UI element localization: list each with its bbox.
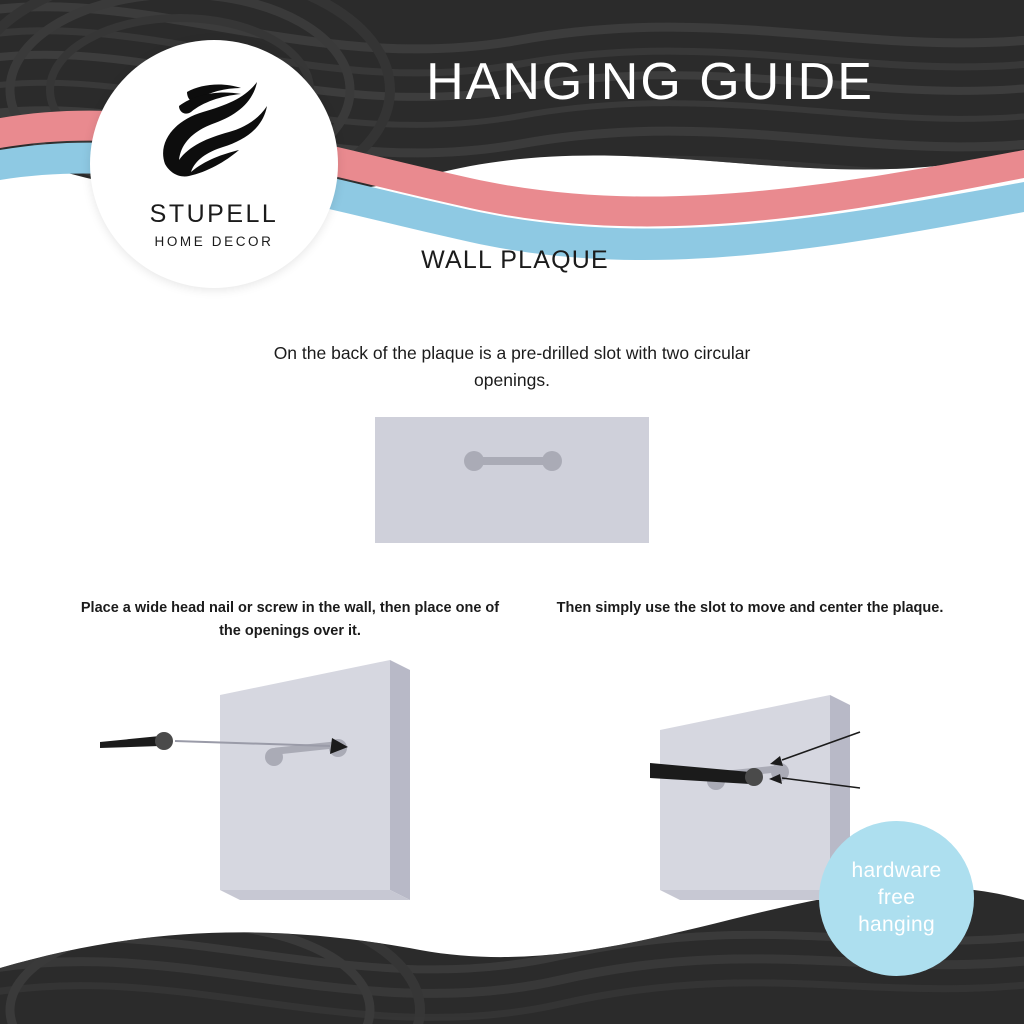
step-1-caption: Place a wide head nail or screw in the wall, then place one of the openings over it.: [80, 600, 500, 640]
plaque-with-nail-illustration: [80, 660, 460, 930]
page-title: HANGING GUIDE: [426, 53, 874, 111]
step-2-caption: Then simply use the slot to move and center the plaque.: [556, 600, 944, 616]
badge-line-2: free: [877, 886, 916, 910]
swan-logo-icon: [149, 68, 279, 188]
plaque-back-keyhole-slot-illustration: [375, 417, 649, 543]
brand-logo: [90, 40, 338, 288]
nail-icon: [100, 732, 173, 750]
product-subtitle: WALL PLAQUE: [421, 246, 609, 274]
hardware-free-badge: [819, 821, 974, 976]
intro-text: On the back of the plaque is a pre-drilled slot with two circular openings.: [273, 343, 751, 391]
brand-name: STUPELL: [149, 200, 279, 228]
brand-tagline: HOME DECOR: [154, 234, 274, 249]
badge-line-3: hanging: [858, 912, 935, 936]
badge-line-1: hardware: [851, 859, 942, 883]
